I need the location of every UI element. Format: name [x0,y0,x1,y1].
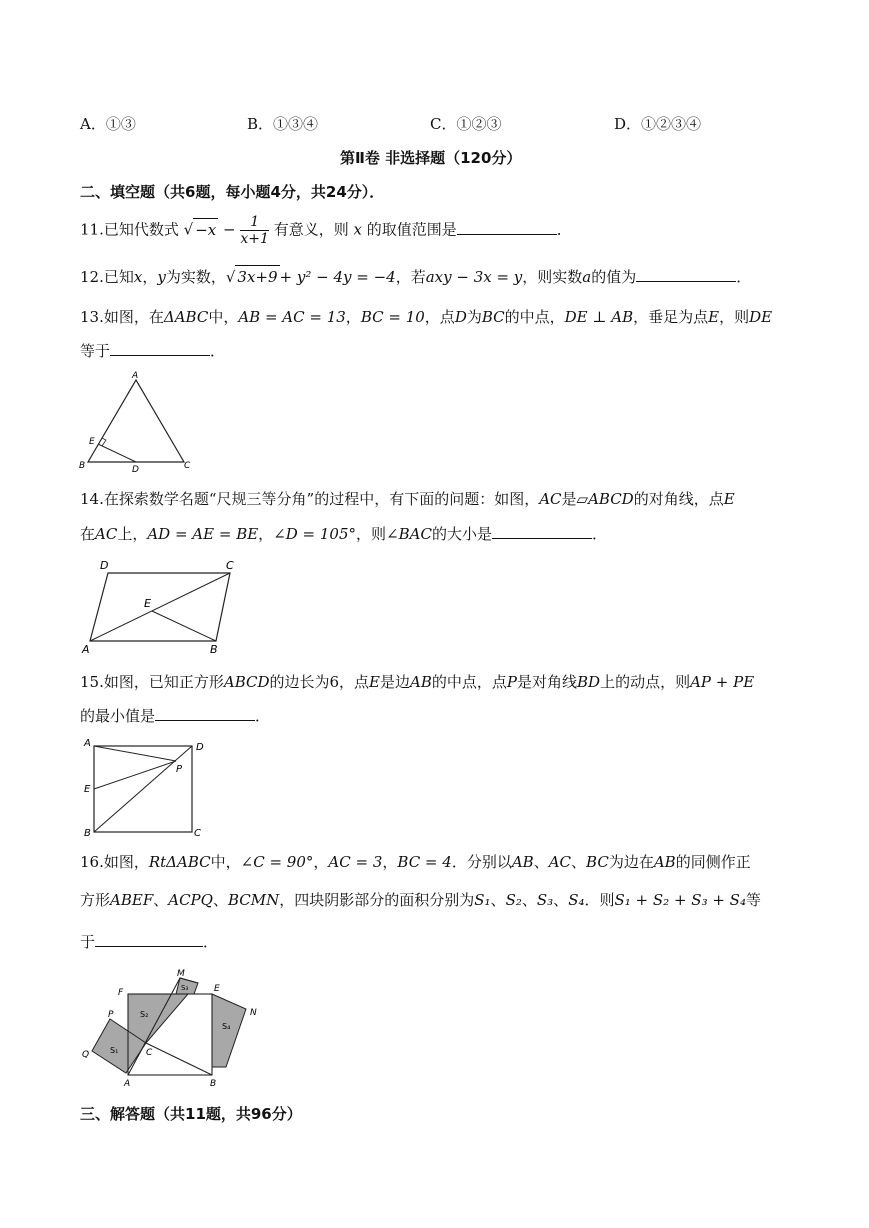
question-13-line2 [80,339,225,362]
q16-area2: S₂ [505,891,522,909]
q15-text-a: 15.如图，已知正方形 [80,673,224,691]
q11-var: x [353,220,362,239]
q16-sum: S₁ + S₂ + S₃ + S₄ [614,891,746,909]
q16-text-g: ，四块阴影部分的面积分别为 [279,891,475,909]
q14-text-e: 上， [117,525,148,543]
q14-comma: ， [258,525,274,543]
q16-sep6: 、 [521,891,537,909]
question-16-line2 [80,889,761,911]
q13-text-g: ，则 [719,308,750,326]
right-angle-mark [102,438,106,446]
label-q: Q [82,1050,90,1060]
q14-answer-blank[interactable] [492,522,592,539]
question-15-line2 [80,704,270,727]
q15-ab: AB [410,673,432,691]
q13-text-a: 13.如图，在 [80,308,164,326]
q14-eq2: ∠D = 105° [273,525,357,543]
q16-comma2: ， [382,853,398,871]
q16-rt: RtΔABC [148,853,211,871]
q16-text-a: 16.如图， [80,853,149,871]
label-e: E [214,984,220,994]
q12-a: a [582,268,592,286]
q16-text-b: 中， [210,853,241,871]
question-16-line3 [80,930,218,953]
q11-minus: − [223,220,236,239]
choice-a: A．①③ [80,115,136,133]
question-14-line1 [80,488,735,510]
q13-eq2: BC = 10 [360,308,425,326]
q16-sep4: 、 [212,891,228,909]
q15-sq: ABCD [223,673,270,691]
question-12: 12.已知x，y为实数，√ 3x+9 + y² − 4y = −4，若axy − 3x = y，则实数a的值为 ． [80,265,751,288]
q16-text-i: 等 [745,891,761,909]
q15-bd: BD [577,673,601,691]
label-e: E [144,597,151,610]
q16-text-d: 为边在 [608,853,654,871]
q16-ab: AB [511,853,534,871]
label-f: F [118,988,124,998]
label-d: D [100,559,109,572]
q16-s1: ABEF [110,891,154,909]
q16-ab2: AB [653,853,676,871]
q16-line3: 于 [80,933,96,951]
q16-squares-figure [80,965,270,1090]
q16-s2: ACPQ [168,891,213,909]
segment-cb [146,1043,212,1075]
label-s4: S₄ [222,1022,231,1031]
section-title: 第Ⅱ卷 非选择题（120分） [340,149,522,167]
q16-text-e: 的同侧作正 [675,853,751,871]
q12-cond: axy − 3x = y [425,268,523,286]
choice-c: C．①②③ [430,115,502,133]
q16-text-f: 方形 [80,891,111,909]
q11-frac-den: x+1 [240,231,269,247]
q12-mid2: ，若 [395,268,426,286]
q12-x: x [133,268,143,286]
label-a: A [132,371,139,381]
q14-eq3: ∠BAC [386,525,432,543]
q15-text-f: 上的动点，则 [600,673,691,691]
q16-sep3: 、 [153,891,169,909]
part2-header: 二、填空题（共6题，每小题4分，共24分）． [80,183,385,201]
q15-square-figure [78,734,218,842]
q14-e: E [723,490,735,508]
label-p: P [176,764,183,775]
q13-eq3: DE ⊥ AB [564,308,634,326]
q14-para: ▱ABCD [576,490,634,508]
label-d: D [196,742,204,753]
q16-bc: BC [586,853,609,871]
label-c: C [226,559,234,572]
label-c: C [184,461,191,471]
segment-pe [94,761,176,789]
q13-text-d: 为 [466,308,482,326]
question-16-line1 [80,851,751,873]
q11-frac-num: 1 [240,214,269,231]
q11-radicand: −x [193,218,218,241]
q14-ac: AC [539,490,562,508]
q11-suffix-post: 的取值范围是 [366,220,457,239]
question-15-line1 [80,671,754,693]
choice-d: D．①②③④ [614,115,702,133]
q15-text-c: 是边 [380,673,411,691]
q13-text-c: ，点 [424,308,455,326]
label-s1: S₁ [110,1046,119,1055]
q16-sep2: 、 [571,853,587,871]
q12-y: y [157,268,166,286]
label-n: N [250,1008,257,1018]
question-11: 11.已知代数式 √ −x − $\frac{1}{x+1}$ 有意义，则 x 的取值范围是 ． [80,214,572,247]
q16-ac: AC [548,853,572,871]
q16-area3: S₃ [536,891,554,909]
q13-line2: 等于 [80,342,111,360]
q12-suffix: 的值为 [591,268,637,286]
q12-answer-blank[interactable] [636,265,736,282]
q14-parallelogram-figure [78,555,246,655]
q16-text-h: ．则 [584,891,615,909]
q14-text-a: 14.在探索数学名题“尺规三等分角”的过程中，有下面的问题：如图， [80,490,540,508]
q12-mid3: ，则实数 [522,268,583,286]
q12-prefix: 12.已知 [80,268,134,286]
q16-text-c: ．分别以 [451,853,512,871]
q12-radicand: 3x+9 [235,265,279,288]
q16-sep5: 、 [490,891,506,909]
q16-eq3: BC = 4 [397,853,452,871]
q16-end: ． [203,933,219,951]
label-a: A [82,643,90,655]
q12-comma: ， [142,268,158,286]
q16-comma1: ， [313,853,329,871]
q15-text-e: 是对角线 [516,673,577,691]
q16-s3: BCMN [227,891,280,909]
label-b: B [79,461,86,471]
q13-text-f: ，垂足为点 [633,308,709,326]
question-14-line2 [80,522,607,545]
q15-p: P [506,673,517,691]
triangle-abc [88,380,184,462]
q14-text-d: 在 [80,525,96,543]
label-c: C [146,1048,153,1058]
q15-line2: 的最小值是 [80,707,156,725]
diagonal-bd [94,746,192,832]
q12-eq: + y² − 4y = −4 [279,268,396,286]
label-b: B [210,1079,217,1089]
q13-end: ． [210,342,226,360]
label-m: M [177,969,185,979]
q13-triangle-figure [78,368,198,478]
q13-bc: BC [481,308,505,326]
q16-eq2: AC = 3 [328,853,383,871]
q16-area4: S₄ [568,891,585,909]
question-13-line1 [80,306,772,328]
q11-suffix-pre: 有意义，则 [273,220,349,239]
label-c: C [194,828,201,839]
q15-e: E [369,673,380,691]
q16-area1: S₁ [474,891,491,909]
q13-text-b: 中， [208,308,239,326]
q16-sep7: 、 [553,891,569,909]
q11-prefix: 11.已知代数式 [80,220,179,239]
q12-end: ． [736,268,752,286]
segment-de [98,444,136,462]
label-e: E [84,784,91,795]
q15-text-b: 的边长为6，点 [269,673,370,691]
q13-eq1: AB = AC = 13 [238,308,346,326]
q15-expr: AP + PE [690,673,755,691]
label-d: D [132,465,139,475]
part3-header: 三、解答题（共11题，共96分） [80,1105,302,1123]
q15-text-d: 的中点，点 [431,673,507,691]
q14-text-g: 的大小是 [431,525,492,543]
label-b: B [84,828,91,839]
label-a: A [124,1079,131,1089]
diagonal-ac [90,573,230,641]
q11-answer-blank[interactable] [457,218,557,235]
q13-d: D [454,308,467,326]
q14-eq1: AD = AE = BE [147,525,259,543]
q16-sep1: 、 [533,853,549,871]
q11-end: ． [556,220,572,239]
label-s2: S₂ [140,1010,149,1019]
q14-end: ． [591,525,607,543]
q14-text-b: 是 [561,490,577,508]
q14-text-f: ，则 [356,525,387,543]
q16-eq1: ∠C = 90° [240,853,314,871]
label-e: E [89,437,95,447]
label-s3: S₃ [181,984,189,992]
q13-de: DE [749,308,773,326]
q15-answer-blank[interactable] [155,704,255,721]
segment-be [152,611,216,641]
q13-tri: ΔABC [163,308,209,326]
label-p: P [108,1010,114,1020]
label-b: B [210,643,218,655]
choice-b: B．①③④ [247,115,319,133]
q14-ac2: AC [95,525,118,543]
q13-comma: ， [345,308,361,326]
q13-text-e: 的中点， [504,308,565,326]
q11-fraction [240,214,269,247]
segment-ap [94,746,176,761]
q15-end: ． [255,707,271,725]
q13-e: E [708,308,720,326]
q12-mid: 为实数， [165,268,226,286]
label-a: A [84,738,91,749]
q13-answer-blank[interactable] [110,339,210,356]
q14-text-c: 的对角线，点 [633,490,724,508]
q16-answer-blank[interactable] [95,930,203,947]
